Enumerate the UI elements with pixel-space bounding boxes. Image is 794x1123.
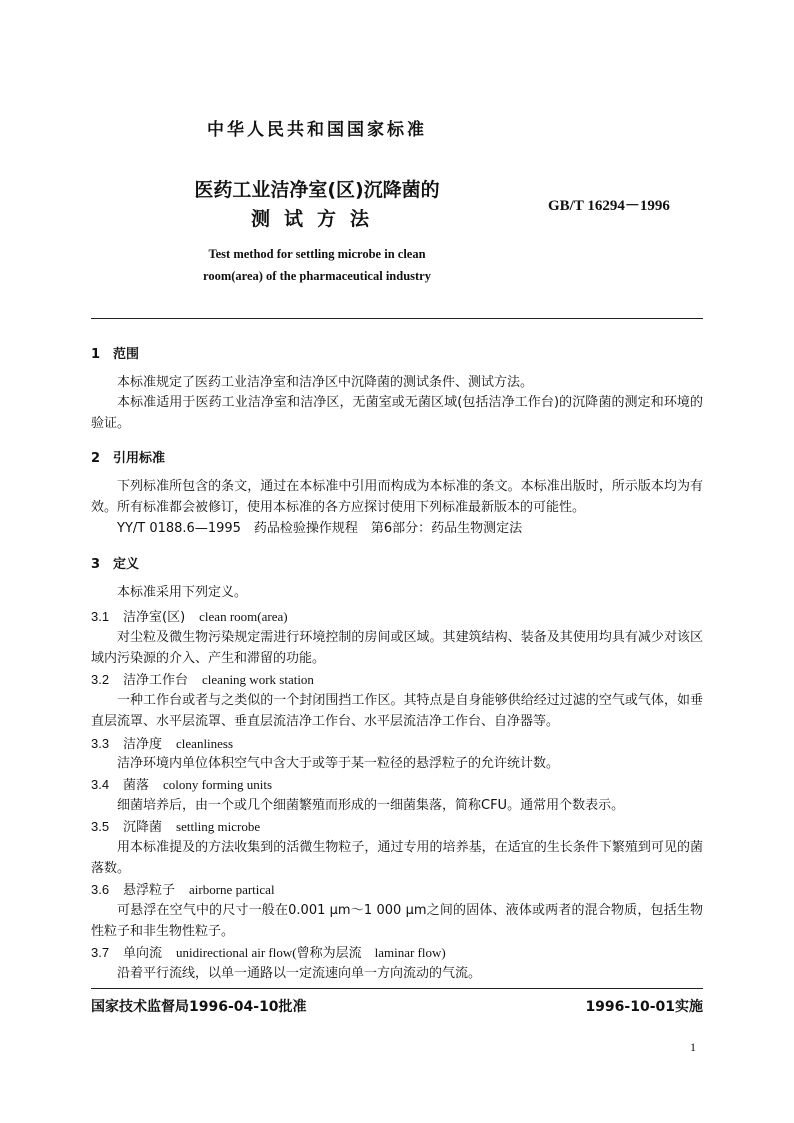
english-title-line-2: room(area) of the pharmaceutical industry: [203, 269, 431, 283]
term-chinese: 沉降菌: [123, 820, 163, 835]
term-chinese: 洁净工作台: [123, 673, 189, 688]
approval-date: 国家技术监督局1996-04-10批准: [91, 999, 307, 1015]
section-1-heading: [91, 343, 139, 362]
section-title: 范围: [113, 347, 140, 362]
definition-term: [91, 879, 275, 898]
definition-term: [91, 733, 233, 752]
paragraph: 本标准规定了医药工业洁净室和洁净区中沉降菌的测试条件、测试方法。: [117, 375, 534, 390]
issuing-body: 中华人民共和国国家标准: [207, 120, 427, 140]
english-title-line-1: Test method for settling microbe in clean: [208, 247, 426, 261]
term-chinese: 洁净室(区): [123, 610, 186, 625]
definition-text: 一种工作台或者与之类似的一个封闭围挡工作区。其特点是自身能够供给经过过滤的空气或气体，如垂直层流罩、水平层流罩、垂直层流洁净工作台、水平层流洁净工作台、自净器等。: [91, 693, 703, 729]
section-number: 2: [91, 451, 101, 466]
term-english: cleanliness: [176, 736, 234, 751]
clause-number: 3.1: [91, 609, 110, 624]
header-divider: [91, 318, 703, 319]
title-line-1: 医药工业洁净室(区)沉降菌的: [194, 179, 440, 201]
paragraph: 下列标准所包含的条文，通过在本标准中引用而构成为本标准的条文。本标准出版时，所示版本均为有效。所有标准都会被修订，使用本标准的各方应探讨使用下列标准最新版本的可能性。: [91, 479, 703, 515]
clause-number: 3.7: [91, 945, 110, 960]
section-number: 3: [91, 557, 101, 572]
definition-term: [91, 816, 260, 835]
definition-text: 细菌培养后，由一个或几个细菌繁殖而形成的一细菌集落，简称CFU。通常用个数表示。: [117, 798, 625, 813]
section-title: 定义: [113, 557, 140, 572]
definition-text: 沿着平行流线，以单一通路以一定流速向单一方向流动的气流。: [117, 966, 482, 981]
definition-term: [91, 774, 272, 793]
term-chinese: 洁净度: [123, 737, 163, 752]
term-english: clean room(area): [199, 609, 288, 624]
footer-divider: [91, 988, 703, 989]
page-number: 1: [690, 1040, 696, 1054]
term-english: airborne partical: [189, 882, 275, 897]
definition-text: 对尘粒及微生物污染规定需进行环境控制的房间或区域。其建筑结构、装备及其使用均具有减少对该区域内污染源的介入、产生和滞留的功能。: [91, 630, 703, 666]
clause-number: 3.3: [91, 736, 110, 751]
term-chinese: 悬浮粒子: [123, 883, 176, 898]
definition-term: [91, 942, 446, 961]
definition-text: 洁净环境内单位体积空气中含大于或等于某一粒径的悬浮粒子的允许统计数。: [117, 756, 560, 771]
clause-number: 3.2: [91, 672, 110, 687]
term-english: unidirectional air flow(曾称为层流 laminar flow): [176, 945, 446, 960]
term-english: settling microbe: [176, 819, 261, 834]
clause-number: 3.6: [91, 882, 110, 897]
term-chinese: 单向流: [123, 946, 163, 961]
definition-text: 用本标准提及的方法收集到的活微生物粒子，通过专用的培养基，在适宜的生长条件下繁殖到可见的菌落数。: [91, 840, 703, 876]
definition-text: 可悬浮在空气中的尺寸一般在0.001 μm～1 000 μm之间的固体、液体或两者的混合物质，包括生物性粒子和非生物性粒子。: [91, 903, 703, 939]
term-chinese: 菌落: [123, 778, 150, 793]
section-number: 1: [91, 347, 101, 362]
clause-number: 3.5: [91, 819, 110, 834]
section-2-heading: [91, 447, 165, 466]
paragraph: 本标准采用下列定义。: [117, 585, 248, 600]
term-english: colony forming units: [163, 777, 273, 792]
paragraph: 本标准适用于医药工业洁净室和洁净区，无菌室或无菌区域(包括洁净工作台)的沉降菌的测定和环境的验证。: [91, 395, 703, 431]
section-title: 引用标准: [113, 451, 166, 466]
section-3-heading: [91, 553, 139, 572]
definition-term: [91, 669, 314, 688]
reference-item: YY/T 0188.6—1995 药品检验操作规程 第6部分：药品生物测定法: [117, 521, 523, 536]
effective-date: 1996-10-01实施: [585, 999, 703, 1015]
definition-term: [91, 606, 288, 625]
clause-number: 3.4: [91, 777, 110, 792]
standard-code: GB/T 16294－1996: [548, 198, 670, 214]
title-line-2: 测试方法: [250, 208, 383, 230]
term-english: cleaning work station: [202, 672, 314, 687]
